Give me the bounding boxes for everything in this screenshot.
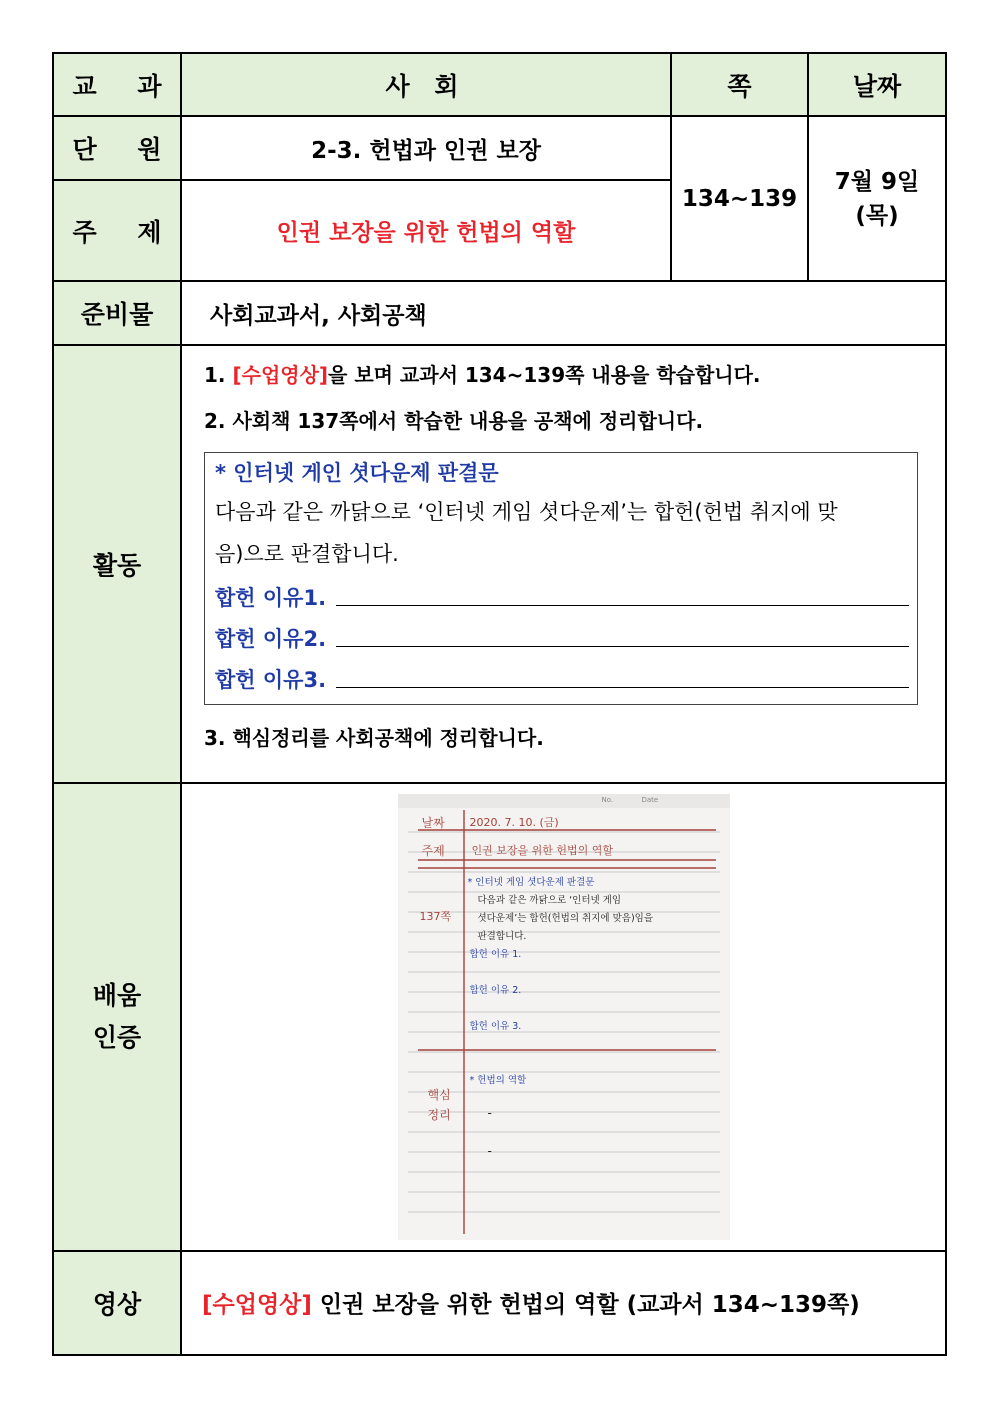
- proof-label-line1: 배움: [92, 980, 142, 1010]
- materials-value: 사회교과서, 사회공책: [181, 281, 946, 345]
- notebook-reason-2: 합헌 이유 2.: [469, 984, 522, 996]
- notebook-text: [398, 794, 730, 1240]
- lesson-sheet-table: [52, 52, 947, 1356]
- reason-row-1: [215, 575, 909, 616]
- notebook-dash-1: -: [487, 1105, 492, 1120]
- step-1-number: 1.: [204, 363, 233, 388]
- proof-label-line2: 인증: [92, 1022, 142, 1052]
- notebook-summary-label-1: 핵심: [427, 1087, 451, 1102]
- notebook-page-label: 137쪽: [419, 909, 452, 923]
- lesson-date-weekday: (목): [855, 202, 899, 229]
- judgment-text-1: 다음과 같은 까닭으로 ‘인터넷 게임 셧다운제’는 합헌(헌법 취지에 맞: [215, 500, 838, 525]
- judgment-box: [204, 452, 918, 705]
- unit-value: 2-3. 헌법과 인권 보장: [181, 116, 671, 180]
- notebook-header-no: No.: [601, 795, 614, 804]
- page-label: 쪽: [671, 53, 808, 116]
- proof-label: [53, 783, 181, 1251]
- notebook-photo: [398, 794, 730, 1240]
- step-1-text: 을 보며 교과서 134~139쪽 내용을 학습합니다.: [328, 363, 761, 388]
- judgment-text-2: 음)으로 판결합니다.: [215, 542, 399, 567]
- video-label: 영상: [53, 1251, 181, 1355]
- activity-step-3: 3. 핵심정리를 사회공책에 정리합니다.: [204, 726, 544, 751]
- reason-label-2: 합헌 이유2.: [215, 627, 327, 652]
- notebook-topic-value: 인권 보장을 위한 헌법의 역할: [471, 843, 613, 857]
- notebook-reason-1: 합헌 이유 1.: [469, 948, 522, 960]
- activity-label: 활동: [53, 345, 181, 782]
- notebook-summary-title: * 헌법의 역할: [469, 1074, 527, 1086]
- notebook-line-1: * 인터넷 게임 셧다운제 판결문: [467, 876, 595, 888]
- subject-value: 사 회: [181, 53, 671, 116]
- reason-blank-1[interactable]: [336, 605, 909, 606]
- notebook-topic-label: 주제: [421, 843, 445, 858]
- notebook-date-value: 2020. 7. 10. (금): [469, 815, 559, 829]
- notebook-dash-2: -: [487, 1143, 492, 1158]
- topic-value: 인권 보장을 위한 헌법의 역할: [181, 180, 671, 281]
- judgment-box-title: * 인터넷 게인 셧다운제 판결문: [215, 461, 499, 486]
- notebook-summary-label-2: 정리: [427, 1107, 451, 1122]
- video-link[interactable]: [수업영상]: [202, 1292, 312, 1319]
- video-row: [181, 1251, 946, 1355]
- activity-content: [181, 345, 946, 782]
- topic-label: 주 제: [53, 180, 181, 281]
- video-title: 인권 보장을 위한 헌법의 역할 (교과서 134~139쪽): [311, 1292, 860, 1319]
- reason-blank-3[interactable]: [336, 687, 909, 688]
- lesson-date-day: 7월 9일: [834, 168, 920, 195]
- proof-photo-cell: [181, 783, 946, 1251]
- activity-step-1: [204, 360, 945, 390]
- reason-blank-2[interactable]: [336, 646, 909, 647]
- reason-row-2: [215, 616, 909, 657]
- materials-label: 준비물: [53, 281, 181, 345]
- reason-label-3: 합헌 이유3.: [215, 668, 327, 693]
- notebook-reason-3: 합헌 이유 3.: [469, 1020, 522, 1032]
- activity-step-2: 2. 사회책 137쪽에서 학습한 내용을 공책에 정리합니다.: [204, 409, 704, 434]
- reason-row-3: [215, 657, 909, 698]
- reason-label-1: 합헌 이유1.: [215, 586, 327, 611]
- notebook-line-2: 다음과 같은 까닭으로 ‘인터넷 게임: [477, 894, 622, 906]
- notebook-header-date: Date: [641, 795, 659, 804]
- notebook-line-3: 셧다운제’는 합헌(헌법의 취지에 맞음)임을: [477, 912, 654, 924]
- subject-label: 교 과: [53, 53, 181, 116]
- date-label: 날짜: [808, 53, 946, 116]
- notebook-line-4: 판결합니다.: [477, 930, 527, 942]
- lesson-video-link[interactable]: [수업영상]: [232, 363, 329, 388]
- lesson-date: [808, 116, 946, 281]
- page-range: 134~139: [671, 116, 808, 281]
- unit-label: 단 원: [53, 116, 181, 180]
- notebook-date-label: 날짜: [421, 815, 445, 830]
